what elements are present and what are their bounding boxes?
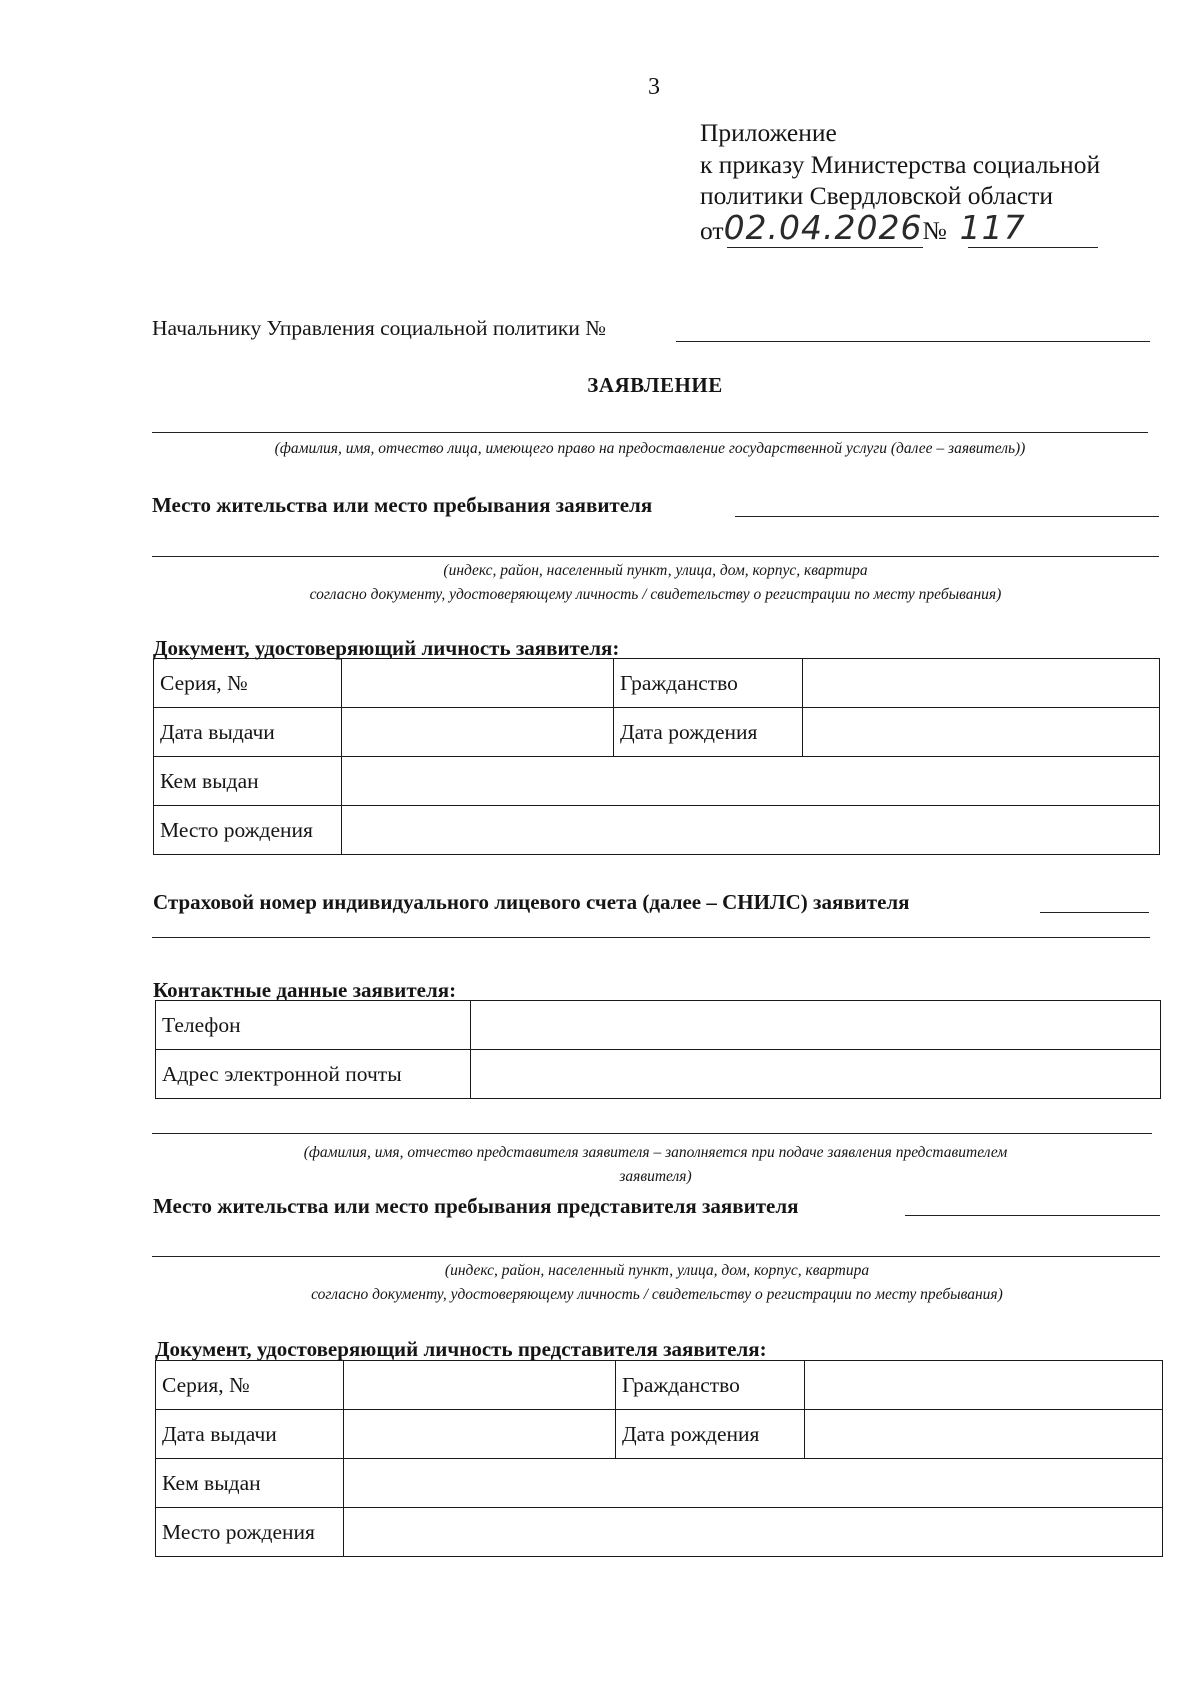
rep-residence-field-continued[interactable]: [152, 1256, 1160, 1257]
addressee-label: Начальнику Управления социальной политики №: [152, 316, 606, 340]
representative-caption-line-2: заявителя): [619, 1168, 692, 1185]
rep-citizenship-field[interactable]: [805, 1361, 1163, 1410]
contacts-table: [155, 1000, 1161, 1099]
residence-label: Место жительства или место пребывания заявителя: [152, 493, 653, 517]
representative-name-field[interactable]: [152, 1133, 1152, 1134]
rep-series-field[interactable]: [344, 1361, 616, 1410]
rep-residence-caption-line-1: (индекс, район, населенный пункт, улица, дом, корпус, квартира: [444, 1262, 870, 1279]
document-title: ЗАЯВЛЕНИЕ: [587, 373, 723, 397]
order-date-underline: [727, 247, 923, 248]
issued-by-label: Кем выдан: [154, 757, 342, 806]
rep-residence-caption: [152, 1259, 1162, 1307]
rep-birth-place-field[interactable]: [344, 1508, 1163, 1557]
appendix-line-3: политики Свердловской области: [700, 181, 1054, 210]
table-row: [156, 1361, 1163, 1410]
order-number: 117: [959, 207, 1026, 247]
rep-series-label: Серия, №: [156, 1361, 344, 1410]
table-row: [154, 806, 1160, 855]
series-field[interactable]: [342, 659, 614, 708]
issued-by-field[interactable]: [342, 757, 1160, 806]
residence-field[interactable]: [735, 516, 1159, 517]
phone-label: Телефон: [156, 1001, 471, 1050]
representative-caption-line-1: (фамилия, имя, отчество представителя заявителя – заполняется при подаче заявления представителем: [303, 1144, 1008, 1161]
representative-name-caption: [152, 1141, 1159, 1189]
residence-caption: [152, 559, 1159, 607]
rep-identity-doc-table: [155, 1360, 1163, 1557]
email-field[interactable]: [471, 1050, 1161, 1099]
table-row: [156, 1508, 1163, 1557]
residence-field-continued[interactable]: [152, 556, 1159, 557]
table-row: [156, 1050, 1161, 1099]
addressee-number-field[interactable]: [676, 341, 1150, 342]
table-row: [154, 708, 1160, 757]
birth-date-field[interactable]: [803, 708, 1160, 757]
rep-birth-date-label: Дата рождения: [616, 1410, 805, 1459]
appendix-line-2: к приказу Министерства социальной: [700, 149, 1101, 179]
table-row: [154, 659, 1160, 708]
table-row: [156, 1410, 1163, 1459]
issue-date-field[interactable]: [342, 708, 614, 757]
issue-date-label: Дата выдачи: [154, 708, 342, 757]
order-reference: [700, 207, 1100, 247]
contacts-heading: Контактные данные заявителя:: [153, 978, 457, 1002]
appendix-line-1: Приложение: [700, 118, 837, 147]
order-date: 02.04.2026: [723, 207, 923, 247]
birth-place-label: Место рождения: [154, 806, 342, 855]
rep-residence-label: Место жительства или место пребывания представителя заявителя: [153, 1194, 799, 1218]
citizenship-field[interactable]: [803, 659, 1160, 708]
snils-field-continued[interactable]: [152, 937, 1150, 938]
page-number: 3: [648, 74, 660, 100]
series-label: Серия, №: [154, 659, 342, 708]
email-label: Адрес электронной почты: [156, 1050, 471, 1099]
rep-issue-date-label: Дата выдачи: [156, 1410, 344, 1459]
identity-doc-heading: Документ, удостоверяющий личность заявителя:: [153, 636, 620, 660]
rep-residence-field[interactable]: [905, 1215, 1160, 1216]
applicant-name-caption: (фамилия, имя, отчество лица, имеющего право на предоставление государственной услуги (далее – заявитель)): [274, 440, 1026, 457]
identity-doc-table: [153, 658, 1160, 855]
table-row: [156, 1459, 1163, 1508]
rep-issued-by-label: Кем выдан: [156, 1459, 344, 1508]
phone-field[interactable]: [471, 1001, 1161, 1050]
table-row: [154, 757, 1160, 806]
rep-residence-caption-line-2: согласно документу, удостоверяющему личность / свидетельству о регистрации по месту пребывания): [311, 1286, 1003, 1303]
snils-label: Страховой номер индивидуального лицевого счета (далее – СНИЛС) заявителя: [153, 890, 910, 914]
rep-issue-date-field[interactable]: [344, 1410, 616, 1459]
residence-caption-line-1: (индекс, район, населенный пункт, улица, дом, корпус, квартира: [443, 562, 868, 579]
rep-identity-doc-heading: Документ, удостоверяющий личность представителя заявителя:: [155, 1337, 767, 1361]
applicant-name-field[interactable]: [152, 432, 1148, 433]
birth-place-field[interactable]: [342, 806, 1160, 855]
rep-birth-date-field[interactable]: [805, 1410, 1163, 1459]
residence-caption-line-2: согласно документу, удостоверяющему личность / свидетельству о регистрации по месту пребывания): [309, 586, 1002, 603]
snils-field[interactable]: [1040, 912, 1149, 913]
rep-issued-by-field[interactable]: [344, 1459, 1163, 1508]
order-number-underline: [968, 247, 1098, 248]
order-prefix: от: [700, 215, 724, 245]
citizenship-label: Гражданство: [614, 659, 803, 708]
appendix-block: [700, 117, 1100, 246]
birth-date-label: Дата рождения: [614, 708, 803, 757]
rep-citizenship-label: Гражданство: [616, 1361, 805, 1410]
order-number-label: №: [922, 215, 947, 245]
table-row: [156, 1001, 1161, 1050]
rep-birth-place-label: Место рождения: [156, 1508, 344, 1557]
